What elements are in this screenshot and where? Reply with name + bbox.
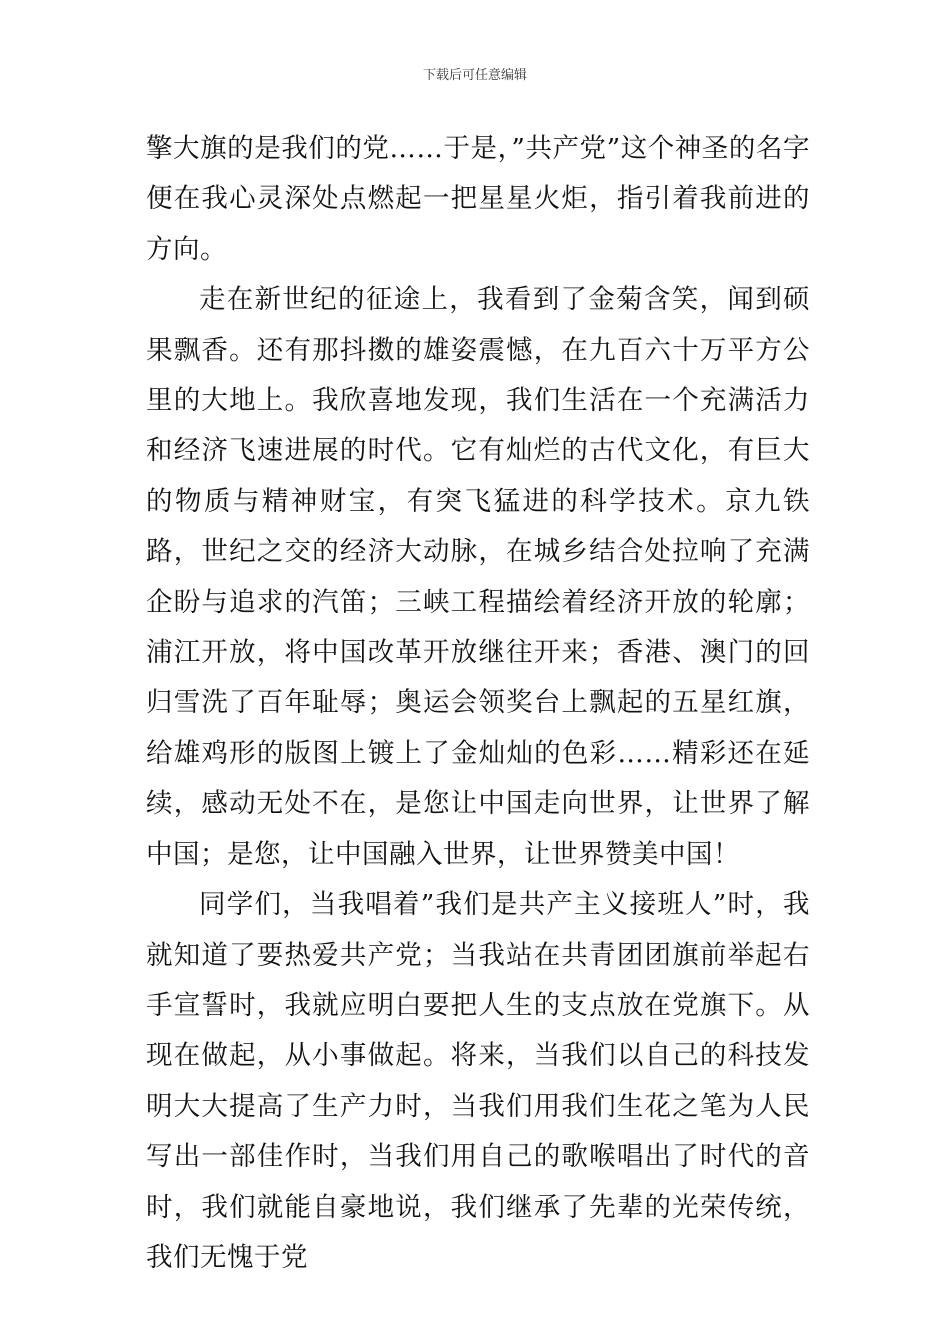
paragraph: 走在新世纪的征途上，我看到了金菊含笑，闻到硕果飘香。还有那抖擞的雄姿震憾，在九百六十万平方公里的大地上。我欣喜地发现，我们生活在一个充满活力和经济飞速进展的时代。它有灿烂的古代文化，有巨大的物质与精神财宝，有突飞猛进的科学技术。京九铁路，世纪之交的经济大动脉，在城乡结合处拉响了充满企盼与追求的汽笛；三峡工程描绘着经济开放的轮廓；浦江开放，将中国改革开放继往开来；香港、澳门的回归雪洗了百年耻辱；奥运会领奖台上飘起的五星红旗，给雄鸡形的版图上镀上了金灿灿的色彩……精彩还在延续，感动无处不在，是您让中国走向世界，让世界了解中国；是您，让中国融入世界，让世界赞美中国！ — [146, 284, 810, 870]
document-body — [146, 124, 810, 1283]
page-header: 下载后可任意编辑 — [422, 68, 527, 83]
paragraph: 擎大旗的是我们的党……于是，”共产党”这个神圣的名字便在我心灵深处点燃起一把星星火炬，指引着我前进的方向。 — [146, 133, 810, 265]
paragraph: 同学们，当我唱着”我们是共产主义接班人”时，我就知道了要热爱共产党；当我站在共青团团旗前举起右手宣誓时，我就应明白要把人生的支点放在党旗下。从现在做起，从小事做起。将来，当我们以自己的科技发明大大提高了生产力时，当我们用我们生花之笔为人民写出一部佳作时，当我们用自己的歌喉唱出了时代的音时，我们就能自豪地说，我们继承了先辈的光荣传统，我们无愧于党 — [146, 889, 810, 1273]
